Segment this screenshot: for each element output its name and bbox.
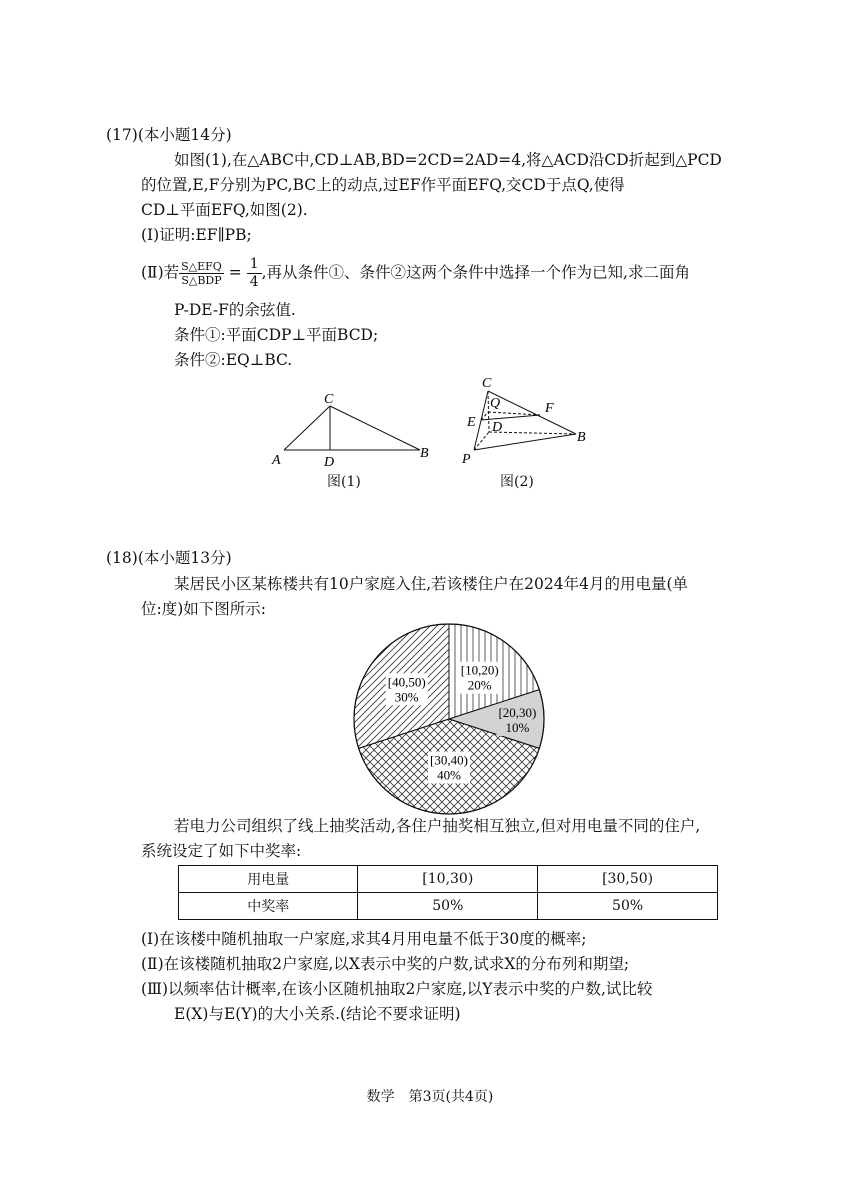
fig2-label-c: C: [482, 376, 492, 391]
q17-part2-prefix: (Ⅱ)若: [141, 263, 180, 282]
pie-value-label: 10%: [505, 720, 530, 735]
table-header-usage: 用电量: [179, 866, 358, 893]
table-rate-2: 50%: [538, 893, 718, 920]
q18-after-chart-line1: 若电力公司组织了线上抽奖活动,各住户抽奖相互独立,但对用电量不同的住户,: [174, 817, 701, 835]
q17-stem-line1: 如图(1),在△ABC中,CD⊥AB,BD=2CD=2AD=4,将△ACD沿CD折起到△PCD: [174, 151, 722, 169]
q17-part2-rest: ,再从条件①、条件②这两个条件中选择一个作为已知,求二面角: [261, 263, 690, 282]
table-row: [179, 893, 718, 920]
pie-category-label: [30,40): [430, 752, 468, 768]
q18-part3-line2: E(X)与E(Y)的大小关系.(结论不要求证明): [174, 1005, 461, 1023]
figure-1-triangle: [268, 388, 438, 470]
q18-header: (18)(本小题13分): [106, 549, 232, 567]
pie-value-label: 30%: [394, 689, 419, 705]
figure-2-tetrahedron: [458, 374, 593, 466]
q17-condition-1: 条件①:平面CDP⊥平面BCD;: [174, 326, 379, 344]
figure-2-caption: 图(2): [500, 474, 534, 490]
fig2-label-e: E: [467, 415, 476, 430]
table-rate-1: 50%: [358, 893, 538, 920]
q18-part3-line1: (Ⅲ)以频率估计概率,在该小区随机抽取2户家庭,以Y表示中奖的户数,试比较: [141, 980, 653, 998]
q18-part2: (Ⅱ)在该楼随机抽取2户家庭,以X表示中奖的户数,试求X的分布列和期望;: [141, 955, 630, 973]
quarter-numerator: 1: [247, 256, 262, 274]
fig1-label-c: C: [324, 392, 334, 407]
fig1-label-b: B: [420, 446, 429, 461]
q18-part1: (Ⅰ)在该楼中随机抽取一户家庭,求其4月用电量不低于30度的概率;: [141, 930, 587, 948]
page-footer: 数学 第3页(共4页): [366, 1089, 494, 1105]
table-row: [179, 866, 718, 893]
q18-stem-line1: 某居民小区某栋楼共有10户家庭入住,若该楼住户在2024年4月的用电量(单: [174, 575, 689, 593]
area-ratio-fraction: [179, 260, 224, 287]
q18-stem-line2: 位:度)如下图所示:: [141, 600, 266, 618]
figure-1-caption: 图(1): [327, 474, 361, 490]
table-label-rate: 中奖率: [179, 893, 358, 920]
winning-rate-table: [178, 865, 718, 920]
q18-after-chart-line2: 系统设定了如下中奖率:: [141, 842, 302, 860]
q17-header: (17)(本小题14分): [106, 126, 232, 144]
q17-condition-2: 条件②:EQ⊥BC.: [174, 351, 293, 369]
equals-sign: =: [228, 263, 242, 282]
table-header-range-2: [30,50): [538, 866, 718, 893]
q17-part2: [141, 256, 690, 291]
fig2-label-b: B: [577, 430, 586, 445]
fig2-label-f: F: [545, 401, 554, 416]
pie-value-label: 20%: [467, 677, 492, 693]
fig1-label-a: A: [272, 453, 281, 468]
fig2-label-d: D: [492, 420, 503, 435]
one-quarter-fraction: [247, 256, 262, 291]
pie-category-label: [40,50): [387, 674, 426, 690]
usage-pie-chart: [350, 622, 550, 822]
fig2-label-p: P: [462, 452, 471, 466]
fig2-label-q: Q: [490, 396, 501, 411]
fraction-denominator: S△BDP: [181, 274, 222, 287]
q17-stem-line2: 的位置,E,F分别为PC,BC上的动点,过EF作平面EFQ,交CD于点Q,使得: [141, 176, 625, 194]
table-header-range-1: [10,30): [358, 866, 538, 893]
pie-value-label: 40%: [437, 767, 461, 783]
fraction-numerator: S△EFQ: [181, 260, 222, 273]
q17-part1: (Ⅰ)证明:EF∥PB;: [141, 226, 252, 244]
pie-category-label: [10,20): [460, 662, 499, 678]
pie-category-label: [20,30): [498, 705, 537, 720]
fig1-label-d: D: [324, 455, 335, 470]
q17-part2-line2: P-DE-F的余弦值.: [174, 301, 296, 319]
quarter-denominator: 4: [249, 274, 259, 290]
q17-stem-line3: CD⊥平面EFQ,如图(2).: [141, 201, 308, 219]
